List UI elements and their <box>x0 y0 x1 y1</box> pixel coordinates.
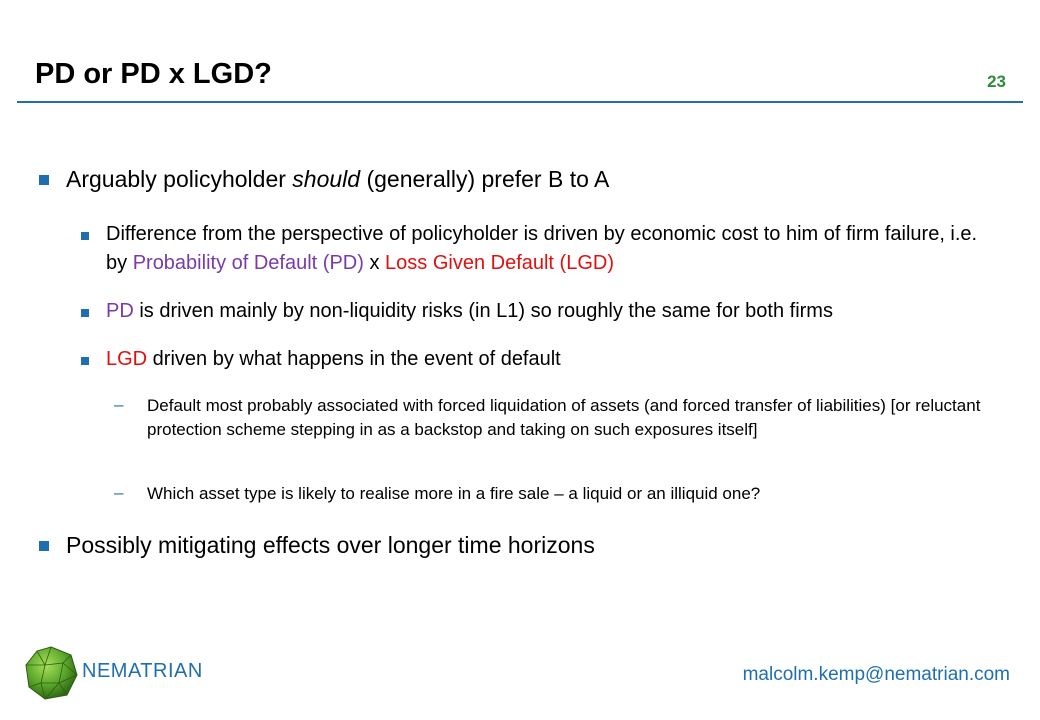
pd-term: Probability of Default (PD) <box>132 252 364 274</box>
bullet-square-icon <box>39 541 49 551</box>
sub-bullet-pd <box>106 297 986 326</box>
multiply-sign: x <box>363 252 386 274</box>
bullet-policyholder-preference <box>66 166 609 193</box>
bullet-square-icon <box>39 175 49 185</box>
bullet-text: (generally) prefer B to A <box>360 166 610 192</box>
bullet-mitigating-effects: Possibly mitigating effects over longer time horizons <box>66 532 595 558</box>
brand-name: NEMATRIAN <box>82 660 203 682</box>
sub-bullet-text: is driven mainly by non-liquidity risks (in L1) so roughly the same for both firms <box>133 300 833 322</box>
green-polyhedron-icon <box>23 645 79 701</box>
sub-bullet-text: Difference from the perspective of policyholder is driven by economic cost to him of firm failure, i.e. by <box>106 223 978 274</box>
page-number: 23 <box>987 72 1006 91</box>
sub-bullet-square-icon <box>81 309 89 317</box>
dash-item-forced-liquidation: Default most probably associated with forced liquidation of assets (and forced transfer of liabilities) [or reluctant protection scheme stepping in as a backstop and taking on such exposures itself] <box>147 396 981 439</box>
dash-marker: – <box>114 395 124 414</box>
slide-title: PD or PD x LGD? <box>35 58 272 90</box>
sub-bullet-difference <box>106 220 986 278</box>
sub-bullet-square-icon <box>81 357 89 365</box>
contact-email[interactable]: malcolm.kemp@nematrian.com <box>742 664 1010 685</box>
sub-bullet-text: driven by what happens in the event of default <box>147 348 561 370</box>
sub-bullet-lgd <box>106 345 986 374</box>
lgd-term: Loss Given Default (LGD) <box>385 252 614 274</box>
title-divider <box>17 101 1023 103</box>
sub-bullet-square-icon <box>81 232 89 240</box>
dash-marker: – <box>114 483 124 502</box>
dash-item-fire-sale: Which asset type is likely to realise more in a fire sale – a liquid or an illiquid one? <box>147 484 761 503</box>
bullet-text: Arguably policyholder <box>66 166 293 192</box>
lgd-term: LGD <box>106 348 148 370</box>
bullet-emphasis: should <box>292 166 361 192</box>
pd-term: PD <box>106 300 134 322</box>
